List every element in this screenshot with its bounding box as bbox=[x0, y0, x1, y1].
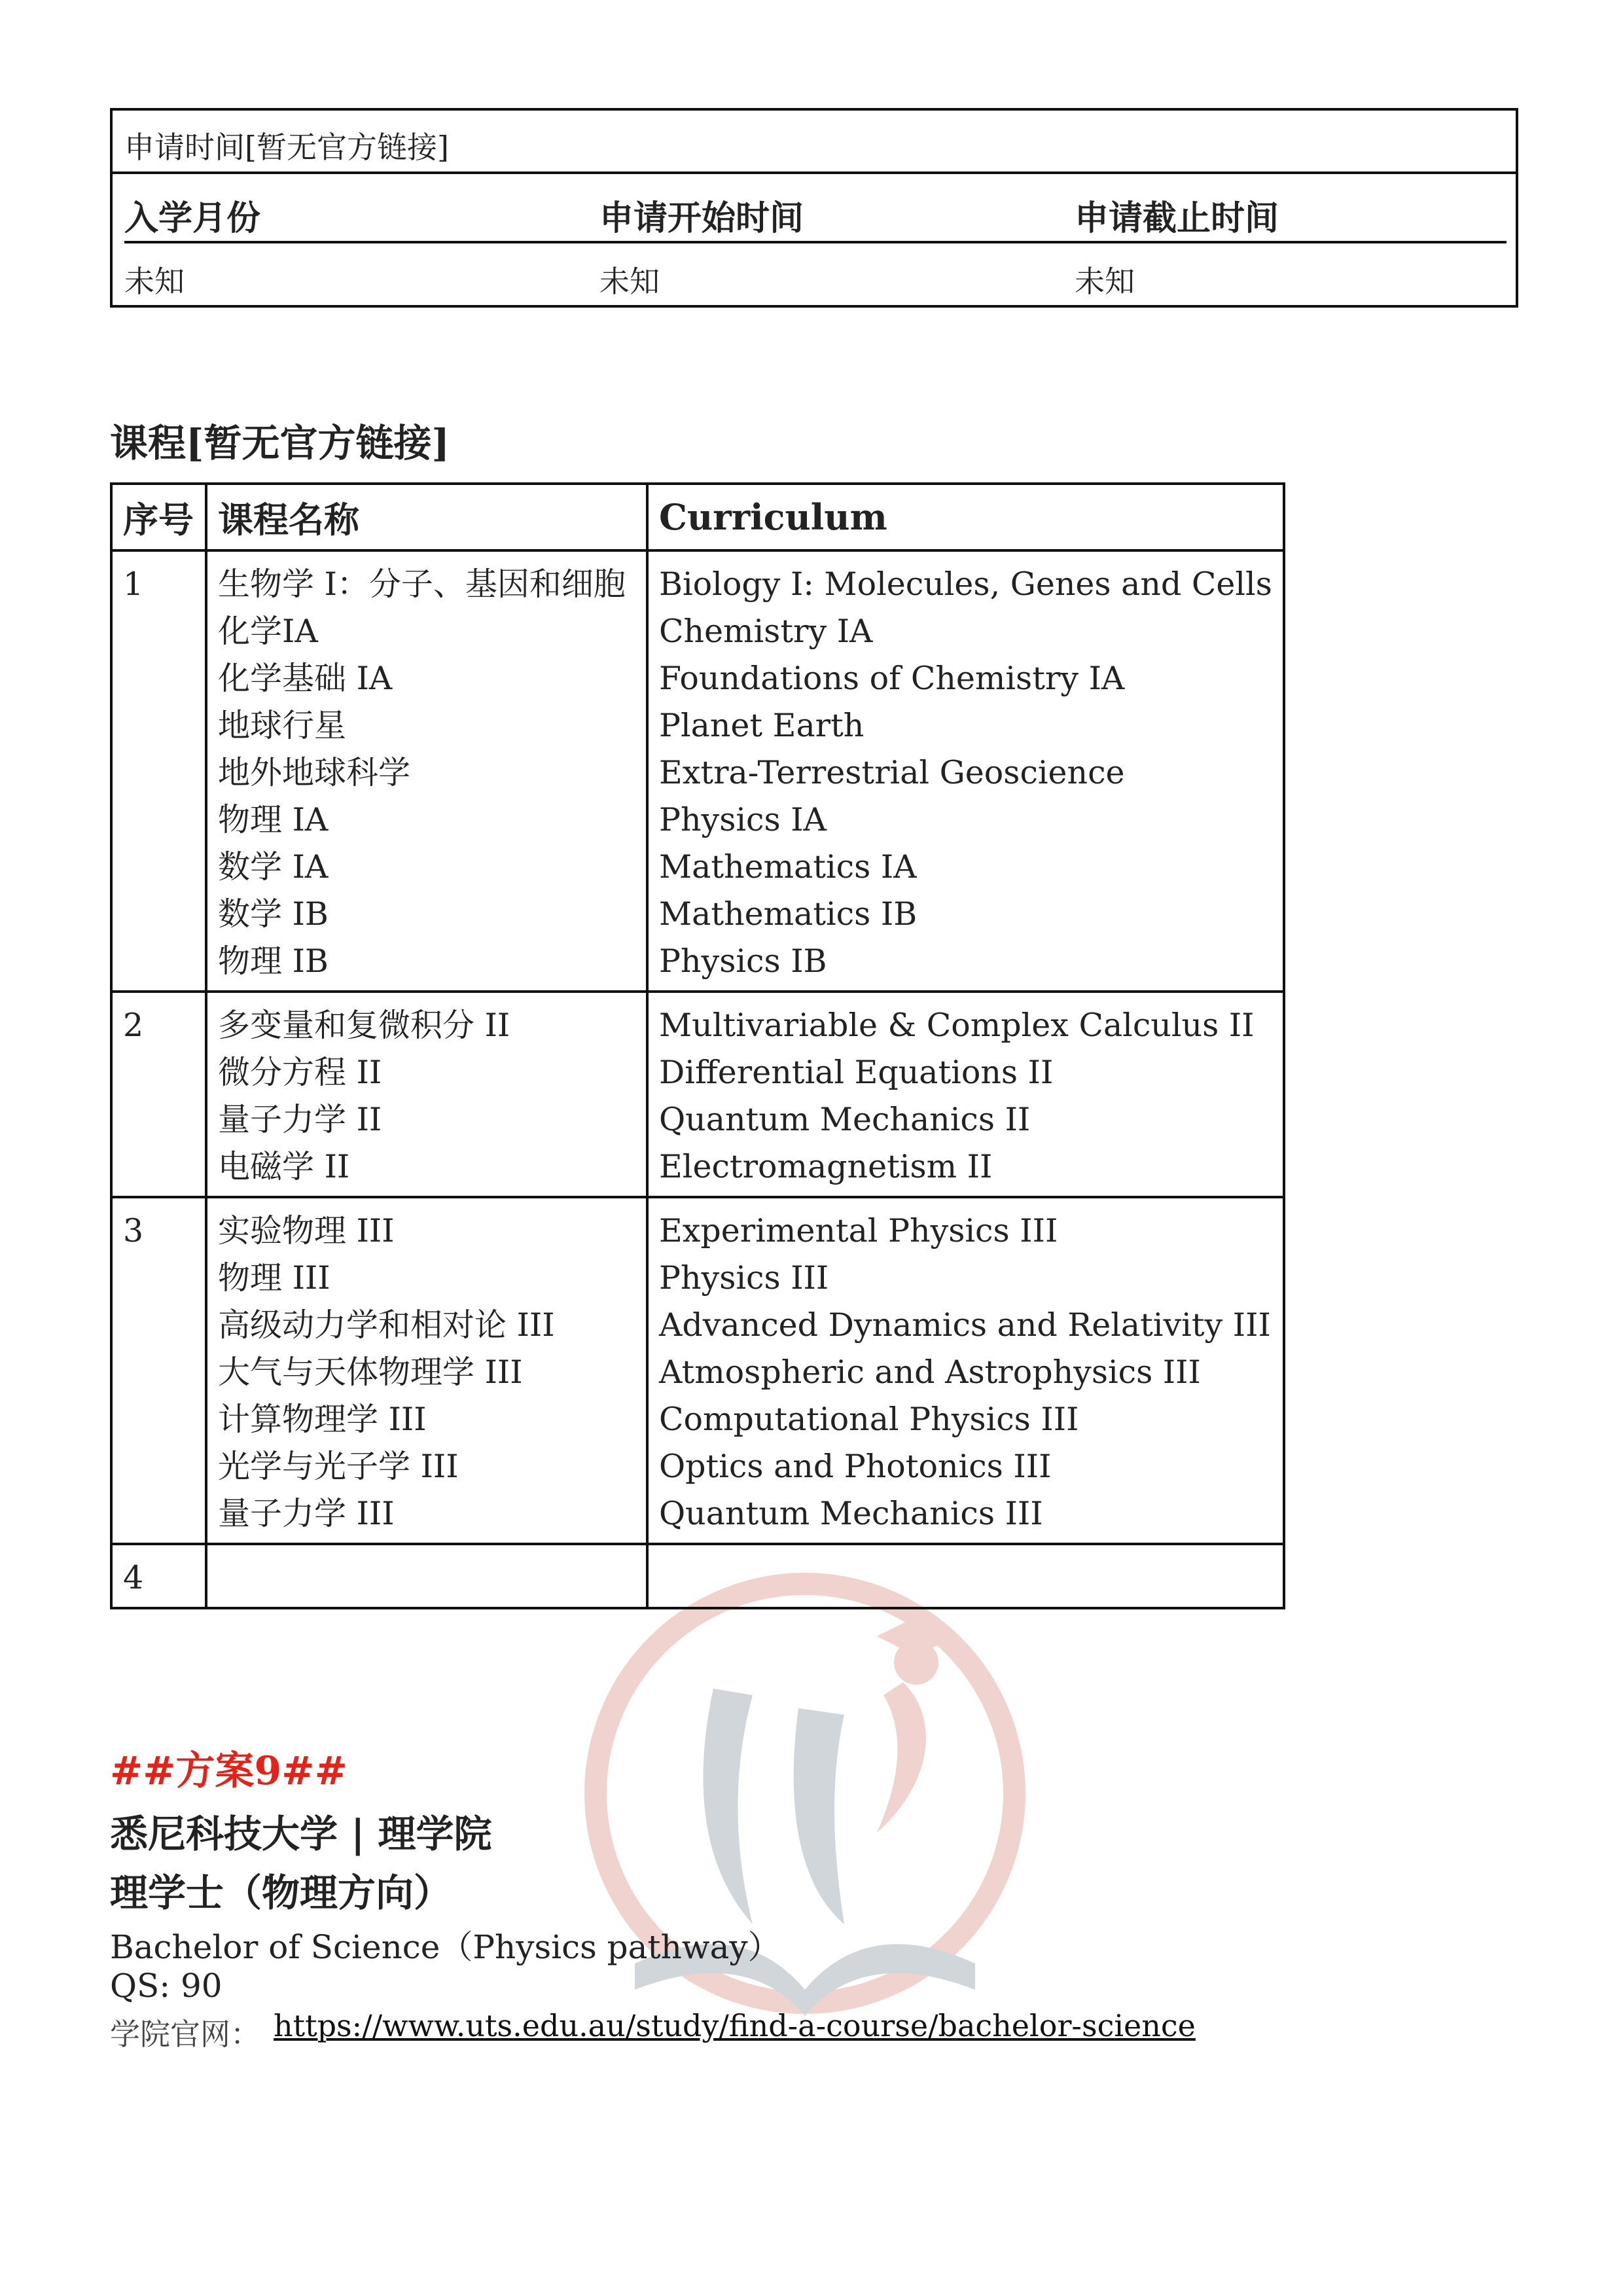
course-name-en: Optics and Photonics III bbox=[659, 1448, 1052, 1485]
course-name-en: Physics IB bbox=[659, 942, 827, 980]
header-curriculum: Curriculum bbox=[647, 484, 1284, 550]
course-name-en: Foundations of Chemistry IA bbox=[659, 660, 1125, 697]
row-number: 2 bbox=[111, 992, 206, 1197]
course-name-cn: 实验物理 III bbox=[218, 1212, 395, 1249]
course-name-cn: 多变量和复微积分 II bbox=[218, 1007, 510, 1044]
course-name-en: Mathematics IA bbox=[659, 848, 917, 886]
row-number: 3 bbox=[111, 1197, 206, 1544]
course-name-en: Mathematics IB bbox=[659, 895, 918, 933]
table-row bbox=[111, 550, 1284, 992]
table-row bbox=[111, 1197, 1284, 1544]
header-number: 序号 bbox=[111, 484, 206, 550]
course-name-cn: 量子力学 III bbox=[218, 1495, 395, 1532]
watermark-logo bbox=[537, 1558, 1073, 2055]
course-name-en: Experimental Physics III bbox=[659, 1212, 1058, 1249]
course-name-cn: 光学与光子学 III bbox=[218, 1448, 459, 1485]
header-intake-month: 入学月份 bbox=[124, 198, 261, 238]
course-name-en: Differential Equations II bbox=[659, 1054, 1054, 1091]
course-name-cn: 物理 IB bbox=[218, 942, 329, 980]
header-application-deadline: 申请截止时间 bbox=[1075, 198, 1279, 238]
application-time-table bbox=[110, 108, 1518, 308]
course-section-heading: 课程[暂无官方链接] bbox=[110, 421, 450, 465]
course-name-cn: 量子力学 II bbox=[218, 1101, 382, 1138]
plan-title: ##方案9## bbox=[110, 1748, 348, 1794]
course-name-en: Advanced Dynamics and Relativity III bbox=[659, 1306, 1271, 1344]
header-application-start: 申请开始时间 bbox=[599, 198, 804, 238]
course-name-en: Physics IA bbox=[659, 801, 827, 838]
table-header-row bbox=[111, 484, 1284, 550]
course-name-en: Biology I: Molecules, Genes and Cells bbox=[659, 565, 1272, 603]
intake-month-value: 未知 bbox=[124, 264, 185, 299]
course-name-en-cell bbox=[647, 1544, 1284, 1608]
degree-name-en: Bachelor of Science（Physics pathway） bbox=[110, 1928, 781, 1966]
course-name-en: Multivariable & Complex Calculus II bbox=[659, 1007, 1255, 1044]
course-name-cn: 地球行星 bbox=[218, 707, 347, 744]
course-name-cn: 微分方程 II bbox=[218, 1054, 382, 1091]
table-row bbox=[111, 992, 1284, 1197]
row-number: 1 bbox=[111, 550, 206, 992]
course-name-cn-cell bbox=[206, 1544, 647, 1608]
row-number: 4 bbox=[111, 1544, 206, 1608]
course-name-en: Quantum Mechanics II bbox=[659, 1101, 1031, 1138]
website-link[interactable]: https://www.uts.edu.au/study/find-a-course/bachelor-science bbox=[274, 2008, 1196, 2043]
course-name-cn: 大气与天体物理学 III bbox=[218, 1354, 523, 1391]
course-name-cn: 数学 IA bbox=[218, 848, 329, 886]
divider bbox=[113, 171, 1516, 174]
divider bbox=[124, 241, 1507, 243]
course-name-en: Planet Earth bbox=[659, 707, 865, 744]
course-name-en: Quantum Mechanics III bbox=[659, 1495, 1043, 1532]
course-name-en: Computational Physics III bbox=[659, 1401, 1079, 1438]
course-name-en: Atmospheric and Astrophysics III bbox=[659, 1354, 1201, 1391]
course-name-en: Extra-Terrestrial Geoscience bbox=[659, 754, 1125, 791]
course-table bbox=[110, 482, 1285, 1609]
table-row bbox=[111, 1544, 1284, 1608]
course-name-en: Physics III bbox=[659, 1259, 829, 1297]
university-faculty: 悉尼科技大学 | 理学院 bbox=[110, 1812, 492, 1856]
application-start-value: 未知 bbox=[599, 264, 660, 299]
course-name-cn: 地外地球科学 bbox=[218, 754, 411, 791]
course-name-cn-cell bbox=[206, 992, 647, 1197]
course-name-en: Electromagnetism II bbox=[659, 1148, 993, 1185]
course-name-cn: 生物学 I：分子、基因和细胞 bbox=[218, 565, 626, 603]
course-name-cn: 物理 III bbox=[218, 1259, 330, 1297]
degree-name-cn: 理学士（物理方向） bbox=[110, 1871, 452, 1915]
course-name-cn: 高级动力学和相对论 III bbox=[218, 1306, 555, 1344]
course-name-cn: 化学IA bbox=[218, 613, 318, 650]
course-name-en: Chemistry IA bbox=[659, 613, 873, 650]
course-name-cn: 化学基础 IA bbox=[218, 660, 393, 697]
course-name-cn-cell bbox=[206, 1197, 647, 1544]
application-deadline-value: 未知 bbox=[1075, 264, 1135, 299]
course-name-cn: 数学 IB bbox=[218, 895, 329, 933]
header-course-name: 课程名称 bbox=[206, 484, 647, 550]
course-name-en-cell bbox=[647, 1197, 1284, 1544]
course-name-cn: 电磁学 II bbox=[218, 1148, 350, 1185]
course-name-cn-cell bbox=[206, 550, 647, 992]
course-name-cn: 计算物理学 III bbox=[218, 1401, 427, 1438]
application-table-title: 申请时间[暂无官方链接] bbox=[124, 130, 449, 165]
course-name-en-cell bbox=[647, 992, 1284, 1197]
course-name-en-cell bbox=[647, 550, 1284, 992]
website-label: 学院官网： bbox=[110, 2017, 260, 2052]
course-name-cn: 物理 IA bbox=[218, 801, 329, 838]
qs-ranking: QS: 90 bbox=[110, 1967, 223, 2005]
